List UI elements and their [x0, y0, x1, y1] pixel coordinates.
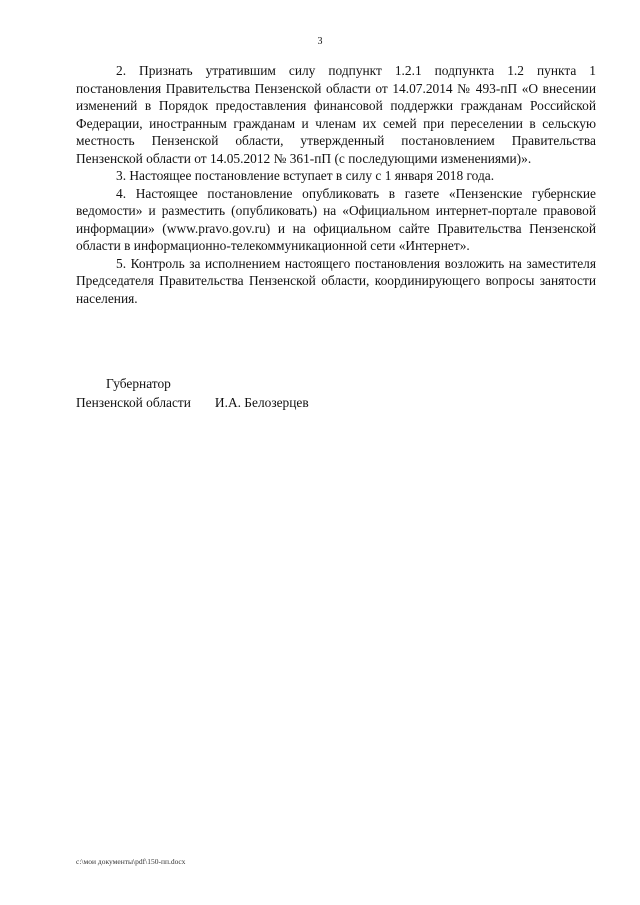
signatory-name: И.А. Белозерцев	[214, 395, 309, 410]
paragraph-3: 3. Настоящее постановление вступает в силу с 1 января 2018 года.	[116, 168, 495, 183]
page-number: 3	[317, 36, 323, 47]
document-body	[76, 62, 596, 307]
signature-region: Пензенской области	[76, 395, 191, 410]
signature-block	[76, 374, 309, 412]
signature-title: Губернатор	[106, 376, 171, 391]
paragraph-2: 2. Признать утратившим силу подпункт 1.2.1 подпункта 1.2 пункта 1 постановления Правительства Пензенской области от 14.07.2014 № 493-пП «О внесении изменений в Порядок предоставления финансовой поддержки гражданам Российской Федерации, иностранным гражданам и членам их семей при переселении в сельскую местность Пензенской области, утвержденный постановлением Правительства Пензенской области от 14.05.2012 № 361-пП (с последующими изменениями)».	[76, 63, 596, 166]
paragraph-5: 5. Контроль за исполнением настоящего постановления возложить на заместителя Председателя Правительства Пензенской области, координирующего вопросы занятости населения.	[76, 255, 596, 306]
signature-region-line	[76, 393, 309, 412]
paragraph-4: 4. Настоящее постановление опубликовать в газете «Пензенские губернские ведомости» и разместить (опубликовать) на «Официальном интернет-портале правовой информации» (www.pravo.gov.ru) и на официальном сайте Правительства Пензенской области в информационно-телекоммуникационной сети «Интернет».	[76, 185, 596, 253]
footer-file-path: c:\мои документы\pdf\150-пп.docx	[76, 857, 186, 866]
